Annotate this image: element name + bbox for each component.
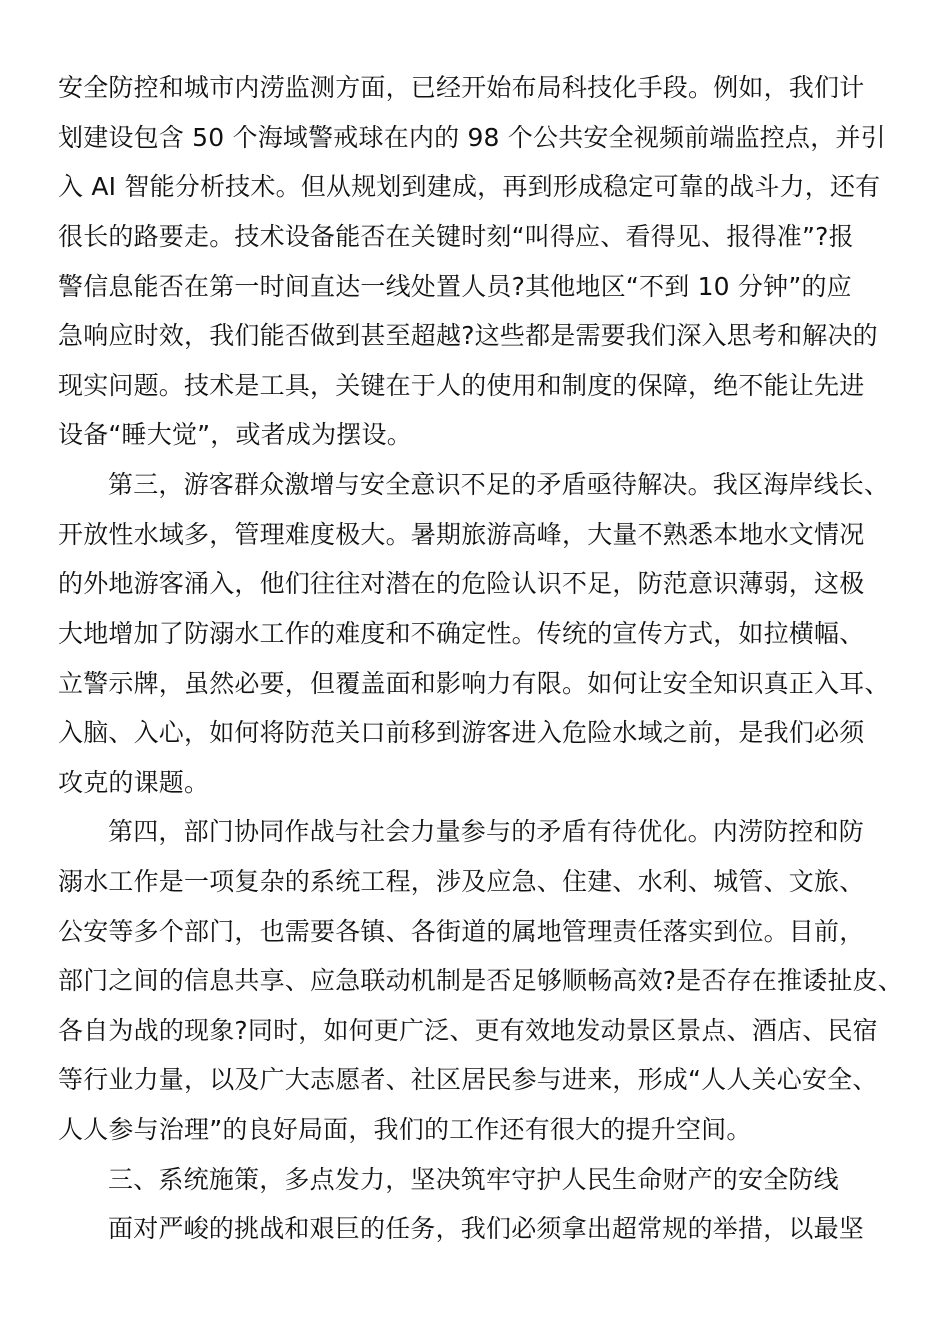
text-line: 入 AI 智能分析技术。但从规划到建成，再到形成稳定可靠的战斗力，还有 [58,172,881,201]
text-line: 面对严峻的挑战和艰巨的任务，我们必须拿出超常规的举措，以最坚 [108,1214,865,1243]
text-line: 设备“睡大觉”，或者成为摆设。 [58,420,412,449]
text-line: 部门之间的信息共享、应急联动机制是否足够顺畅高效?是否存在推诿扯皮、 [58,966,904,995]
text-line: 大地增加了防溺水工作的难度和不确定性。传统的宣传方式，如拉横幅、 [58,619,865,648]
text-line: 入脑、入心，如何将防范关口前移到游客进入危险水域之前，是我们必须 [58,718,865,747]
text-line: 很长的路要走。技术设备能否在关键时刻“叫得应、看得见、报得准”?报 [58,222,854,251]
text-line: 等行业力量，以及广大志愿者、社区居民参与进来，形成“人人关心安全、 [58,1065,878,1094]
text-line: 公安等多个部门，也需要各镇、各街道的属地管理责任落实到位。目前， [58,917,865,946]
text-line: 攻克的课题。 [58,768,210,797]
text-line: 开放性水域多，管理难度极大。暑期旅游高峰，大量不熟悉本地水文情况 [58,520,865,549]
text-line: 划建设包含 50 个海域警戒球在内的 98 个公共安全视频前端监控点，并引 [58,123,886,152]
text-line: 安全防控和城市内涝监测方面，已经开始布局科技化手段。例如，我们计 [58,73,865,102]
text-line: 的外地游客涌入，他们往往对潜在的危险认识不足，防范意识薄弱，这极 [58,569,865,598]
section-heading: 三、系统施策，多点发力，坚决筑牢守护人民生命财产的安全防线 [108,1165,839,1194]
text-line: 警信息能否在第一时间直达一线处置人员?其他地区“不到 10 分钟”的应 [58,272,852,301]
text-line: 立警示牌，虽然必要，但覆盖面和影响力有限。如何让安全知识真正入耳、 [58,669,890,698]
text-line: 人人参与治理”的良好局面，我们的工作还有很大的提升空间。 [58,1115,752,1144]
text-line: 溺水工作是一项复杂的系统工程，涉及应急、住建、水利、城管、文旅、 [58,867,865,896]
text-line: 各自为战的现象?同时，如何更广泛、更有效地发动景区景点、酒店、民宿 [58,1016,878,1045]
paragraph-heading-third: 第三，游客群众激增与安全意识不足的矛盾亟待解决。我区海岸线长、 [108,470,890,499]
text-line: 急响应时效，我们能否做到甚至超越?这些都是需要我们深入思考和解决的 [58,321,878,350]
paragraph-heading-fourth: 第四，部门协同作战与社会力量参与的矛盾有待优化。内涝防控和防 [108,817,865,846]
text-line: 现实问题。技术是工具，关键在于人的使用和制度的保障，绝不能让先进 [58,371,865,400]
